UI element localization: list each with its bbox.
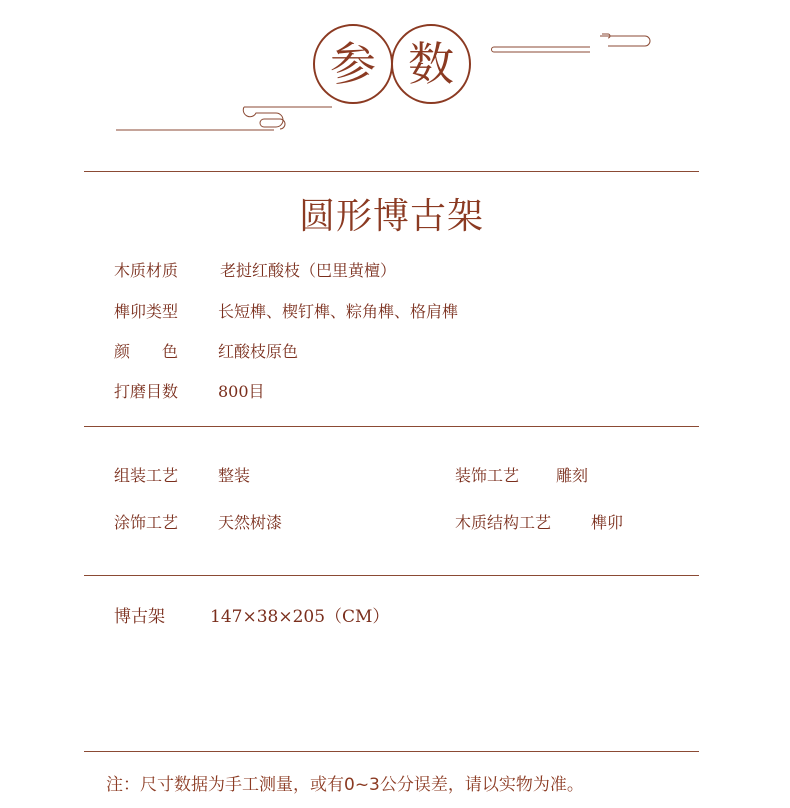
craft-value-decoration: 雕刻 xyxy=(556,466,589,485)
spec-label-joinery: 榫卯类型 xyxy=(114,302,179,321)
product-title: 圆形博古架 xyxy=(298,196,484,237)
craft-label-structure: 木质结构工艺 xyxy=(455,513,552,532)
spec-value-joinery: 长短榫、楔钉榫、粽角榫、格肩榫 xyxy=(218,302,459,321)
cloud-line-right-icon xyxy=(490,30,655,60)
spec-value-color: 红酸枝原色 xyxy=(218,342,299,361)
spec-value-material: 老挝红酸枝（巴里黄檀） xyxy=(220,261,397,280)
cloud-line-left-icon xyxy=(114,100,339,135)
divider-top xyxy=(84,171,699,172)
dimension-label: 博古架 xyxy=(114,607,165,627)
spec-value-polish: 800目 xyxy=(218,382,265,401)
dimension-value: 147×38×205（CM） xyxy=(210,607,390,627)
spec-label-material: 木质材质 xyxy=(114,261,179,280)
header-char-can: 参 xyxy=(313,24,393,104)
divider-middle xyxy=(84,426,699,427)
craft-value-assembly: 整装 xyxy=(218,466,251,485)
craft-label-assembly: 组装工艺 xyxy=(114,466,179,485)
divider-bottom xyxy=(84,751,699,752)
header-char-shu: 数 xyxy=(391,24,471,104)
craft-value-structure: 榫卯 xyxy=(591,513,624,532)
spec-label-color: 颜 色 xyxy=(114,342,179,361)
craft-value-finish: 天然树漆 xyxy=(218,513,283,532)
measurement-note: 注：尺寸数据为手工测量，或有0~3公分误差，请以实物为准。 xyxy=(106,775,584,795)
spec-label-polish: 打磨目数 xyxy=(114,382,179,401)
divider-lower xyxy=(84,575,699,576)
craft-label-finish: 涂饰工艺 xyxy=(114,513,179,532)
craft-label-decoration: 装饰工艺 xyxy=(455,466,520,485)
